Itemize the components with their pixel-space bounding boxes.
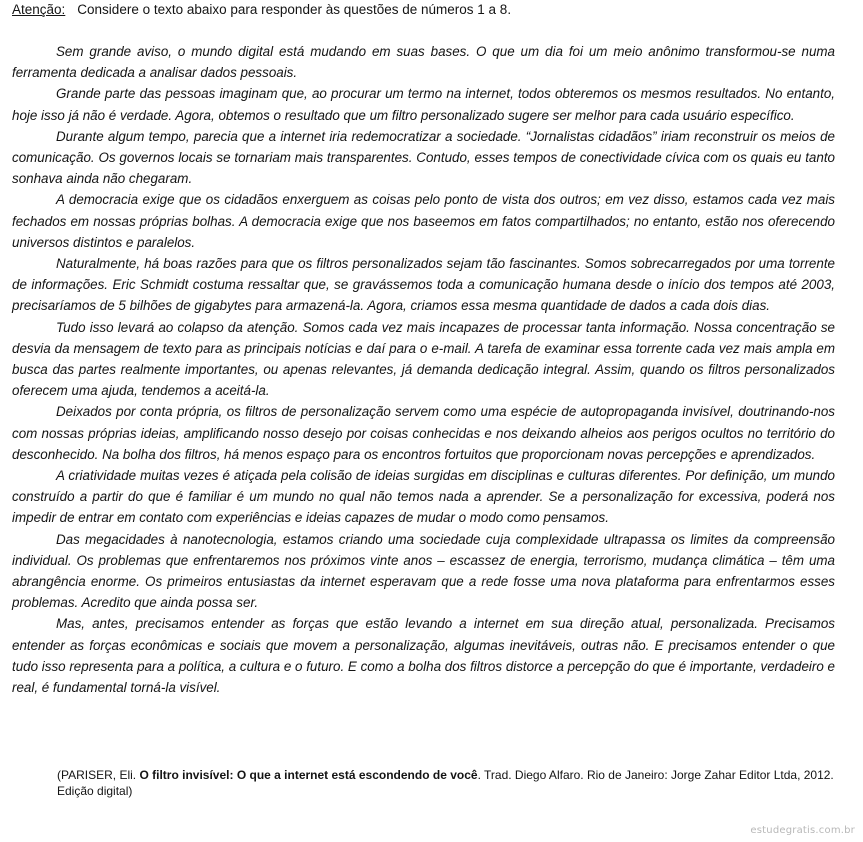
paragraph <box>12 41 835 83</box>
paragraph-number <box>0 613 8 634</box>
paragraph-text: Grande parte das pessoas imaginam que, ao procurar um termo na internet, todos obteremos os mesmos resultados. No entanto, hoje isso já não é verdade. Agora, obtemos o resultado que um filtro personalizado sugere ser melhor para cada usuário específico. <box>12 86 835 123</box>
paragraph-number <box>0 401 8 422</box>
paragraph-text: A criatividade muitas vezes é atiçada pela colisão de ideias surgidas em disciplinas e culturas diferentes. Por definição, um mundo construído a partir do que é familiar é um mundo no qual não temos nada a aprender. Se a personalização for excessiva, poderá nos impedir de entrar em contato com experiências e ideias capazes de mudar o modo como pensamos. <box>12 468 835 526</box>
paragraph-text: A democracia exige que os cidadãos enxerguem as coisas pelo ponto de vista dos outros; em vez disso, estamos cada vez mais fechados em nossas próprias bolhas. A democracia exige que nos baseemos em fatos compartilhados; no entanto, estão nos oferecendo universos distintos e paralelos. <box>12 192 835 250</box>
paragraph-number <box>0 41 8 62</box>
paragraph <box>12 465 835 529</box>
paragraph <box>12 613 835 698</box>
paragraph-number <box>0 253 8 274</box>
paragraph <box>12 317 835 402</box>
citation-suffix: . Trad. Diego Alfaro. Rio de Janeiro: Jorge Zahar Editor Ltda, 2012. Edição digital) <box>57 768 834 798</box>
paragraph <box>12 189 835 253</box>
paragraph-number <box>0 189 8 210</box>
paragraph-text: Naturalmente, há boas razões para que os filtros personalizados sejam tão fascinantes. Somos sobrecarregados por uma torrente de informações. Eric Schmidt costuma ressaltar que, se gravássemos toda a comunicação humana desde o início dos tempos até 2003, precisaríamos de 5 bilhões de gigabytes para armazená-la. Agora, criamos essa mesma quantidade de dados a cada dois dias. <box>12 256 835 314</box>
paragraph-number <box>0 529 8 550</box>
paragraph <box>12 401 835 465</box>
paragraph <box>12 253 835 317</box>
paragraph-number <box>0 83 8 104</box>
paragraph-text: Mas, antes, precisamos entender as forças que estão levando a internet em sua direção atual, personalizada. Precisamos entender as forças econômicas e sociais que movem a personalização, algumas inevitáveis, outras não. E precisamos entender o que tudo isso representa para a política, a cultura e o futuro. E como a bolha dos filtros distorce a percepção do que é importante, verdadeiro e real, é fundamental torná-la visível. <box>12 616 835 696</box>
paragraph-text: Sem grande aviso, o mundo digital está mudando em suas bases. O que um dia foi um meio anônimo transformou-se numa ferramenta dedicada a analisar dados pessoais. <box>12 44 835 81</box>
citation <box>57 768 837 799</box>
attention-notice <box>12 2 511 17</box>
paragraph-number <box>0 465 8 486</box>
paragraph <box>12 83 835 125</box>
attention-label: Atenção: <box>12 2 66 17</box>
attention-text: Considere o texto abaixo para responder às questões de números 1 a 8. <box>77 2 512 17</box>
paragraph-text: Tudo isso levará ao colapso da atenção. Somos cada vez mais incapazes de processar tanta informação. Nossa concentração se desvia da mensagem de texto para as principais notícias e daí para o e-mail. A tarefa de examinar essa torrente cada vez mais ampla em busca das partes realmente importantes, ou apenas relevantes, já demanda dedicação integral. Assim, quando os filtros personalizados oferecem uma ajuda, tendemos a aceitá-la. <box>12 319 835 399</box>
paragraph-text: Durante algum tempo, parecia que a internet iria redemocratizar a sociedade. “Jornalistas cidadãos” iriam reconstruir os meios de comunicação. Os governos locais se tornariam mais transparentes. Contudo, esses tempos de conectividade cívica com os quais eu tanto sonhava ainda não chegaram. <box>12 128 835 187</box>
paragraph-number <box>0 317 8 338</box>
paragraph-number <box>0 126 8 147</box>
site-watermark: estudegratis.com.br <box>750 825 855 836</box>
paragraph-text: Das megacidades à nanotecnologia, estamos criando uma sociedade cuja complexidade ultrapassa os limites da compreensão individual. Os problemas que enfrentaremos nos próximos vinte anos – escassez de energia, terrorismo, mudança climática – têm uma abrangência enorme. Os primeiros entusiastas da internet esperavam que a rede fosse uma nova plataforma para enfrentarmos esses problemas. Acredito que ainda possa ser. <box>12 531 835 611</box>
paragraph <box>12 126 835 190</box>
citation-title: O filtro invisível: O que a internet está escondendo de você <box>139 768 478 782</box>
paragraph-text: Deixados por conta própria, os filtros de personalização servem como uma espécie de autopropaganda invisível, doutrinando-nos com nossas próprias ideias, amplificando nosso desejo por coisas conhecidas e nos deixando alheios aos perigos ocultos no território do desconhecido. Na bolha dos filtros, há menos espaço para os encontros fortuitos que proporcionam novas percepções e aprendizados. <box>12 404 835 462</box>
citation-prefix: (PARISER, Eli. <box>57 768 137 782</box>
text-paragraphs <box>12 41 835 698</box>
paragraph <box>12 529 835 614</box>
